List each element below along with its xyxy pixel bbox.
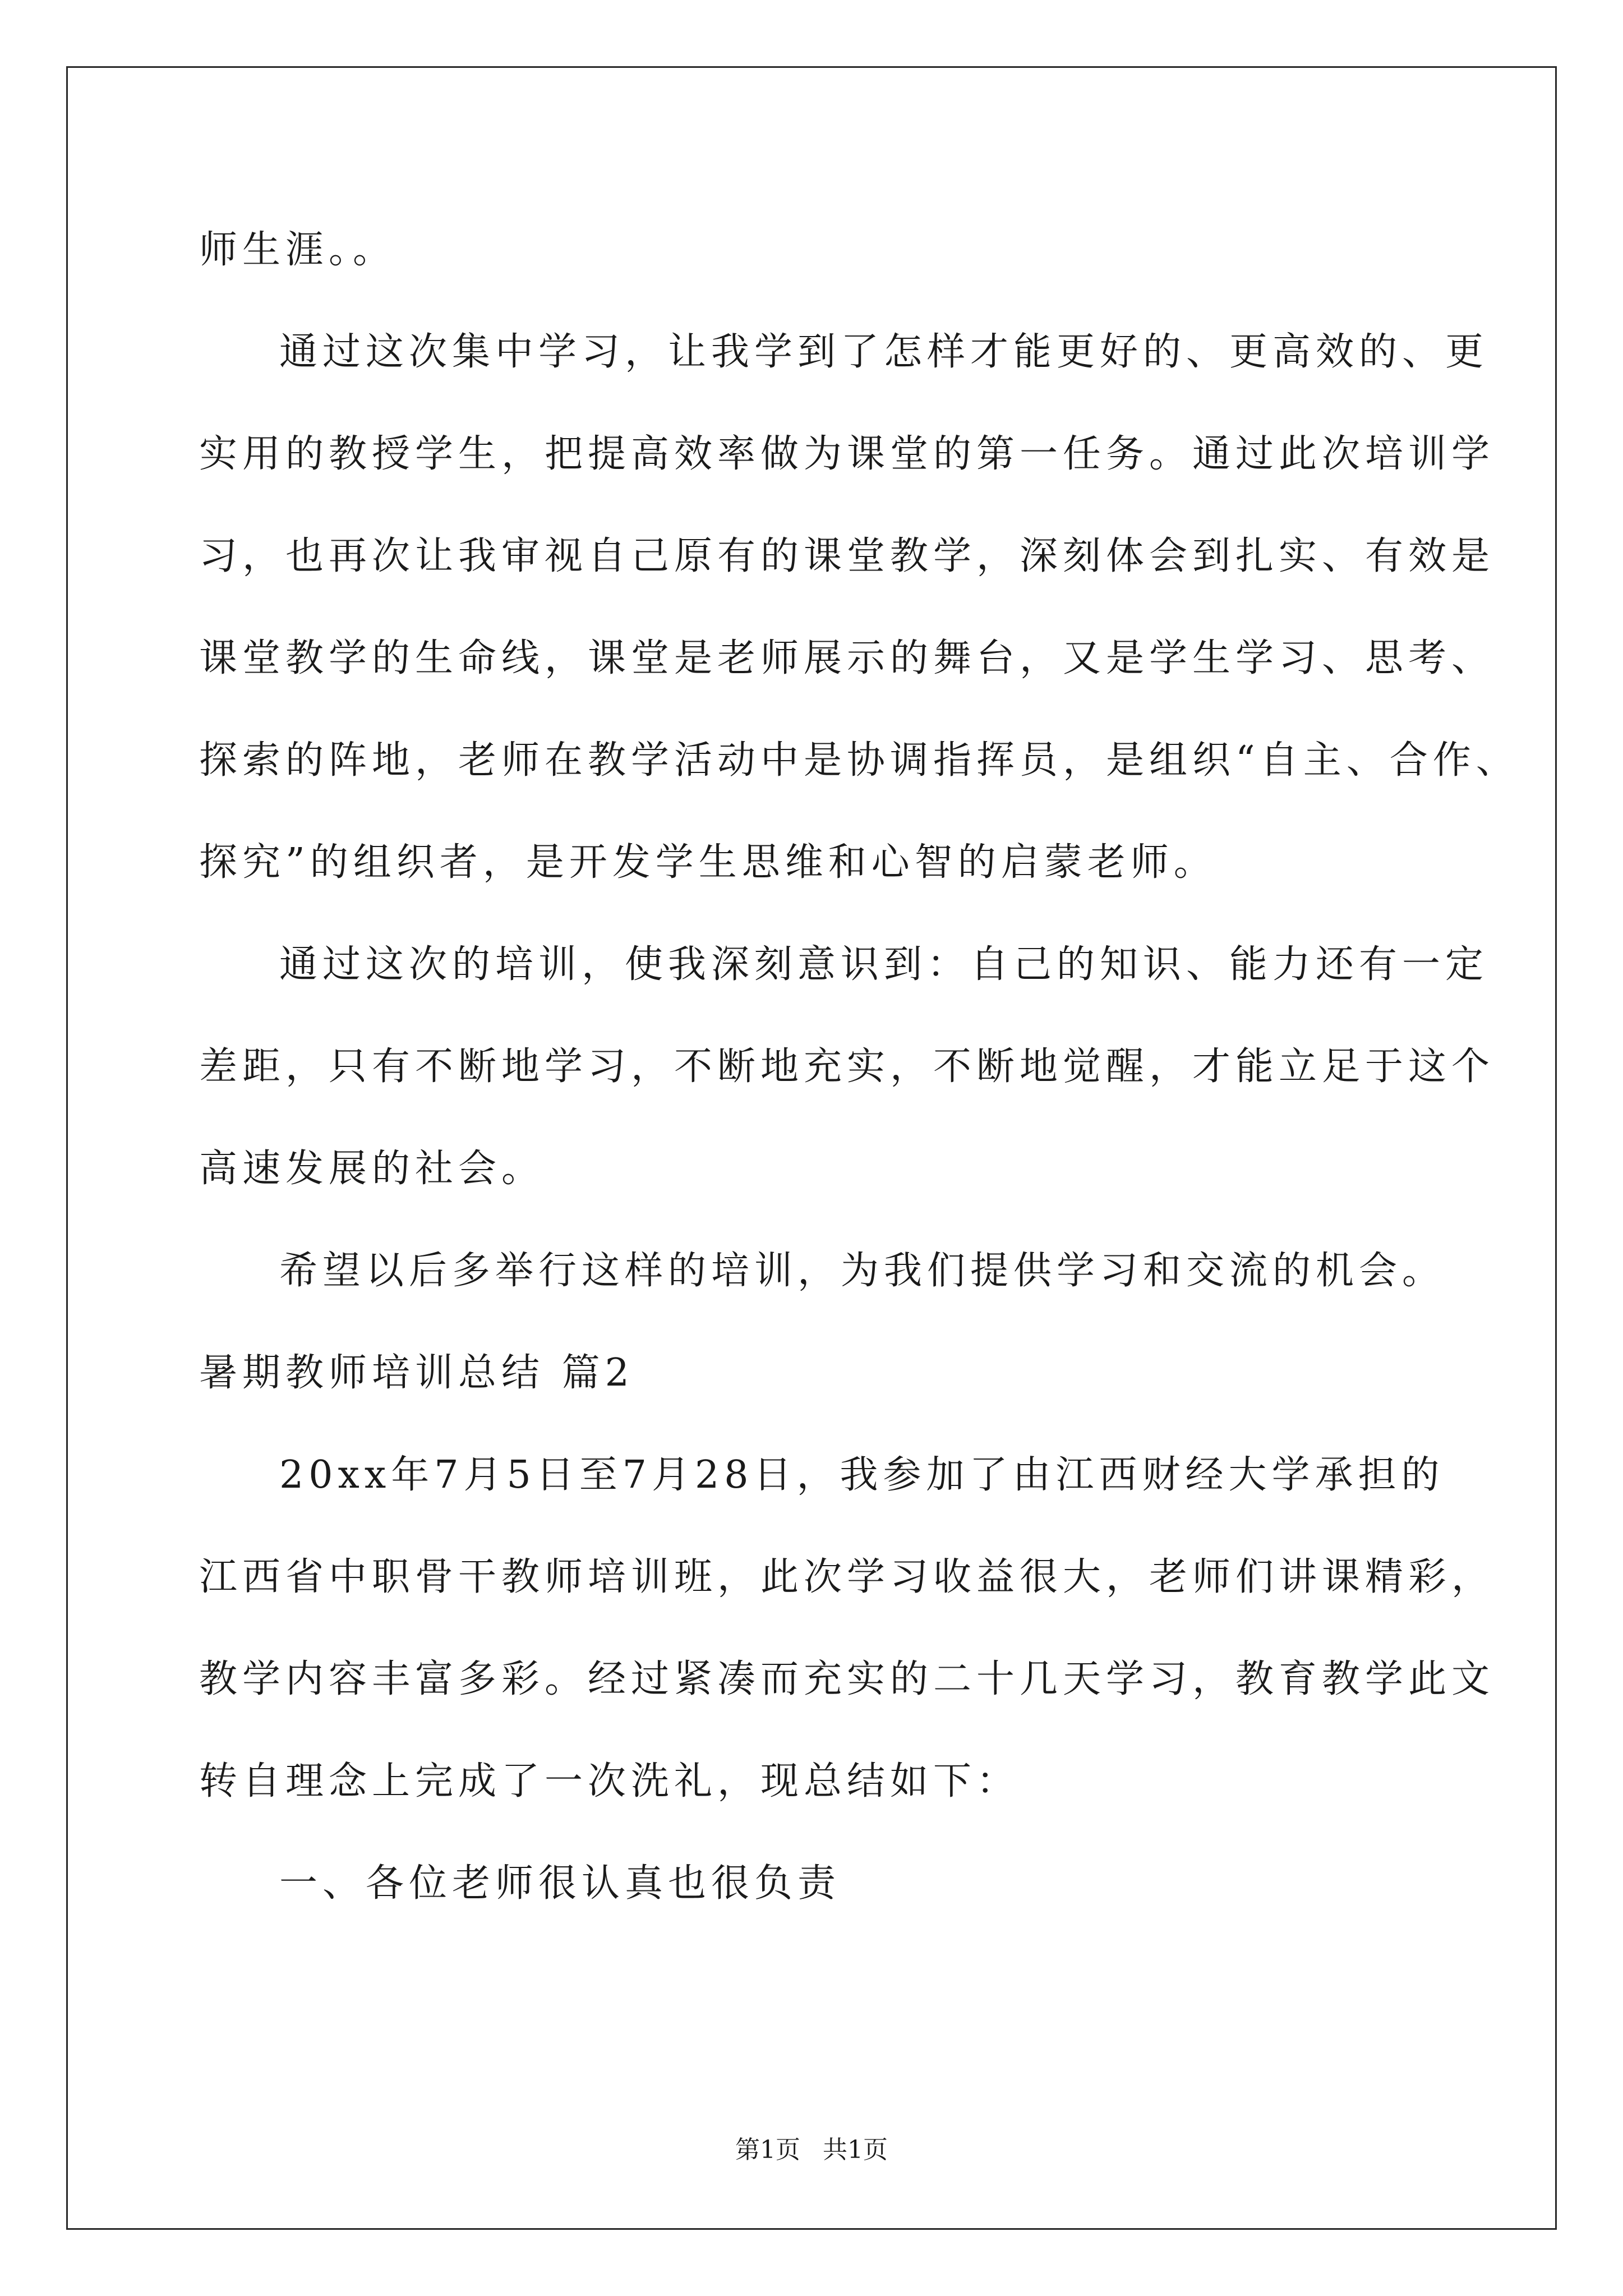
section-heading: 暑期教师培训总结 篇2: [199, 1351, 634, 1395]
paragraph-line: 通过这次集中学习，让我学到了怎样才能更好的、更高效的、更: [279, 330, 1489, 374]
paragraph-line: 教学内容丰富多彩。经过紧凑而充实的二十几天学习，教育教学此文: [199, 1657, 1495, 1701]
paragraph-line: 探索的阵地，老师在教学活动中是协调指挥员，是组织“自主、合作、: [199, 738, 1519, 783]
paragraph-line: 实用的教授学生，把提高效率做为课堂的第一任务。通过此次培训学: [199, 432, 1495, 476]
page-footer: [0, 2129, 1623, 2165]
paragraph-line: 希望以后多举行这样的培训，为我们提供学习和交流的机会。: [279, 1249, 1446, 1293]
paragraph-line: 转自理念上完成了一次洗礼，现总结如下：: [199, 1759, 1020, 1803]
paragraph-line: 20xx年7月5日至7月28日，我参加了由江西财经大学承担的: [279, 1453, 1445, 1497]
text-line: 师生涯。。: [199, 228, 396, 272]
subheading: 一、各位老师很认真也很负责: [279, 1861, 841, 1906]
paragraph-line: 探究”的组织者，是开发学生思维和心智的启蒙老师。: [199, 840, 1217, 885]
page-number: 第1页: [735, 2136, 800, 2164]
paragraph-line: 习，也再次让我审视自己原有的课堂教学，深刻体会到扎实、有效是: [199, 534, 1495, 578]
page-total: 共1页: [823, 2136, 888, 2164]
paragraph-line: 差距，只有不断地学习，不断地充实，不断地觉醒，才能立足于这个: [199, 1045, 1495, 1089]
paragraph-line: 高速发展的社会。: [199, 1147, 545, 1191]
paragraph-line: 江西省中职骨干教师培训班，此次学习收益很大，老师们讲课精彩，: [199, 1555, 1495, 1599]
paragraph-line: 通过这次的培训，使我深刻意识到：自己的知识、能力还有一定: [279, 942, 1489, 987]
paragraph-line: 课堂教学的生命线，课堂是老师展示的舞台，又是学生学习、思考、: [199, 636, 1495, 680]
